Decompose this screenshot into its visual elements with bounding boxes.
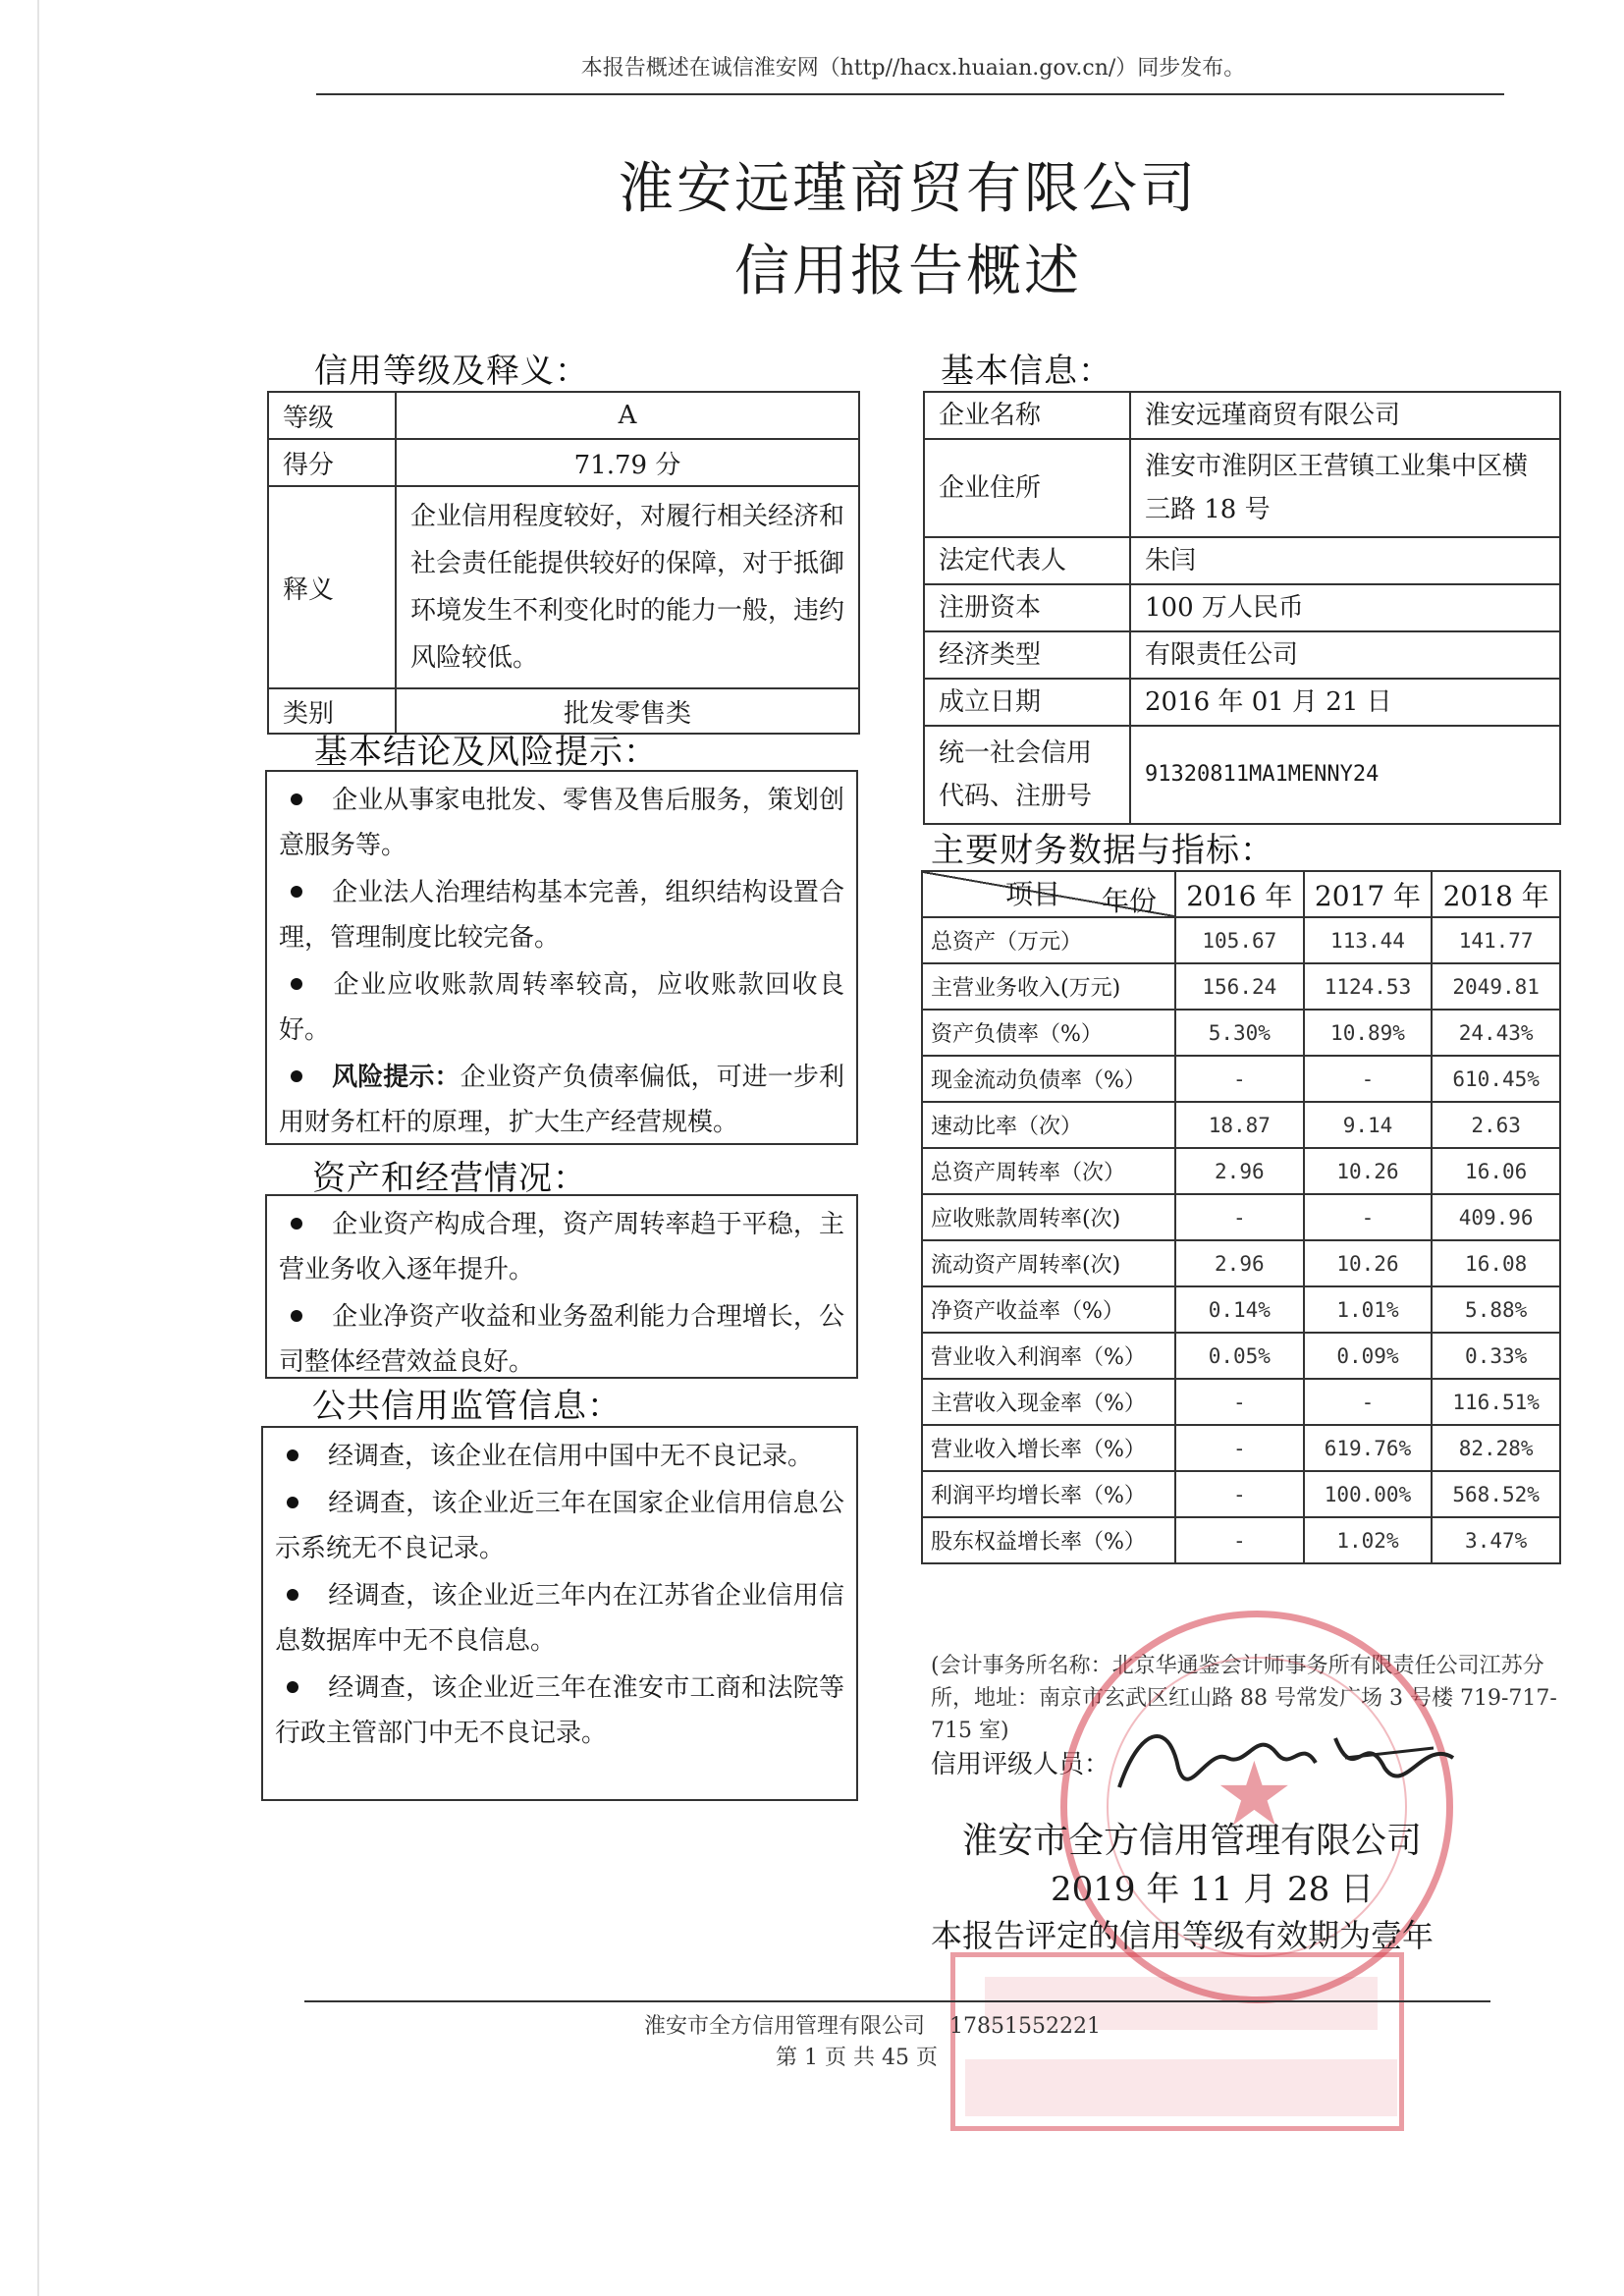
- metric-value: 16.06: [1432, 1148, 1560, 1194]
- list-item: [275, 1573, 844, 1664]
- rating-agency-name: 淮安市全方信用管理有限公司: [962, 1821, 1423, 1861]
- bullet-icon: [287, 1497, 298, 1508]
- item-text: 企业应收账款周转率较高，应收账款回收良好。: [279, 970, 844, 1045]
- info-label: 企业名称: [924, 392, 1130, 439]
- stamp-band-bottom: [965, 2059, 1397, 2116]
- metric-value: 568.52%: [1432, 1471, 1560, 1517]
- page-number: 第 1 页 共 45 页: [776, 2046, 938, 2070]
- rating-row-score: [268, 439, 859, 486]
- corner-cell: [922, 871, 1175, 917]
- table-row: [922, 1148, 1560, 1194]
- rating-value: A: [396, 392, 859, 439]
- metric-label: 主营收入现金率（%）: [922, 1379, 1175, 1425]
- info-value: 91320811MA1MENNY24: [1130, 726, 1560, 824]
- credit-rating-table: [267, 391, 860, 735]
- rating-label: 等级: [268, 392, 396, 439]
- table-row: [922, 1056, 1560, 1102]
- metric-label: 流动资产周转率(次): [922, 1240, 1175, 1286]
- rating-label: 类别: [268, 688, 396, 734]
- handwritten-signature: [1110, 1709, 1463, 1817]
- metric-value: 9.14: [1304, 1102, 1433, 1148]
- info-row: [924, 584, 1560, 631]
- metric-value: 113.44: [1304, 917, 1433, 963]
- footer-line: [644, 2009, 1118, 2040]
- info-row: [924, 439, 1560, 537]
- table-row: [922, 1010, 1560, 1056]
- bullet-icon: [291, 1218, 302, 1230]
- metric-value: 0.33%: [1432, 1333, 1560, 1379]
- metric-value: 5.30%: [1175, 1010, 1304, 1056]
- bullet-icon: [291, 1310, 302, 1322]
- year-header: 2018 年: [1432, 871, 1560, 917]
- item-text: 企业从事家电批发、零售及售后服务，策划创意服务等。: [279, 786, 844, 860]
- metric-value: 16.08: [1432, 1240, 1560, 1286]
- metric-value: 10.89%: [1304, 1010, 1433, 1056]
- metric-label: 主营业务收入(万元): [922, 963, 1175, 1010]
- metric-value: 610.45%: [1432, 1056, 1560, 1102]
- metric-value: 100.00%: [1304, 1471, 1433, 1517]
- bullet-icon: [287, 1681, 298, 1693]
- metric-value: -: [1175, 1379, 1304, 1425]
- rating-row-definition: [268, 486, 859, 688]
- info-value: 有限责任公司: [1130, 631, 1560, 679]
- assets-box: [265, 1194, 858, 1379]
- metric-value: 116.51%: [1432, 1379, 1560, 1425]
- info-row: [924, 631, 1560, 679]
- metric-label: 营业收入增长率（%）: [922, 1425, 1175, 1471]
- metric-label: 资产负债率（%）: [922, 1010, 1175, 1056]
- item-text: 经调查，该企业近三年在淮安市工商和法院等行政主管部门中无不良记录。: [275, 1673, 844, 1748]
- item-text: 企业资产构成合理，资产周转率趋于平稳，主营业务收入逐年提升。: [279, 1210, 844, 1285]
- table-row: [922, 1102, 1560, 1148]
- corner-year-label: 年份: [1101, 885, 1157, 917]
- metric-label: 总资产（万元）: [922, 917, 1175, 963]
- bullet-icon: [287, 1589, 298, 1601]
- rater-label: 信用评级人员：: [931, 1750, 1110, 1779]
- list-item: [279, 962, 844, 1053]
- metric-value: 1.02%: [1304, 1517, 1433, 1563]
- rating-definition: 企业信用程度较好，对履行相关经济和社会责任能提供较好的保障，对于抵御环境发生不利变化时的能力一般，违约风险较低。: [396, 486, 859, 688]
- bullet-icon: [291, 886, 302, 898]
- metric-value: 409.96: [1432, 1194, 1560, 1240]
- bullet-icon: [291, 1070, 302, 1082]
- info-row: [924, 679, 1560, 726]
- financials-heading: 主要财务数据与指标：: [931, 831, 1274, 870]
- info-row: [924, 392, 1560, 439]
- page-edge: [37, 0, 39, 2296]
- metric-label: 利润平均增长率（%）: [922, 1471, 1175, 1517]
- year-header: 2017 年: [1304, 871, 1433, 917]
- rectangular-stamp: [950, 1952, 1404, 2131]
- metric-value: 1124.53: [1304, 963, 1433, 1010]
- table-row: [922, 1379, 1560, 1425]
- basic-info-table: [923, 391, 1561, 825]
- report-subtitle: 信用报告概述: [734, 240, 1082, 303]
- table-row: [922, 1333, 1560, 1379]
- metric-value: 2.96: [1175, 1148, 1304, 1194]
- public-credit-box: [261, 1426, 858, 1801]
- publish-note: 本报告概述在诚信淮安网（http//hacx.huaian.gov.cn/）同步发布。: [580, 56, 1246, 81]
- list-item: [279, 870, 844, 960]
- metric-value: 619.76%: [1304, 1425, 1433, 1471]
- info-value: 淮安市淮阴区王营镇工业集中区横三路 18 号: [1130, 439, 1560, 537]
- metric-value: 10.26: [1304, 1240, 1433, 1286]
- info-row: [924, 537, 1560, 584]
- rating-value: 71.79 分: [396, 439, 859, 486]
- metric-label: 速动比率（次）: [922, 1102, 1175, 1148]
- metric-value: -: [1175, 1425, 1304, 1471]
- credit-rating-heading: 信用等级及释义：: [314, 352, 589, 391]
- metric-value: 3.47%: [1432, 1517, 1560, 1563]
- list-item: [275, 1434, 844, 1479]
- basic-info-heading: 基本信息：: [941, 352, 1112, 391]
- bullet-icon: [291, 793, 302, 805]
- item-text: 经调查，该企业在信用中国中无不良记录。: [328, 1442, 814, 1471]
- rating-value: 批发零售类: [396, 688, 859, 734]
- list-item: [279, 1055, 844, 1145]
- bullet-icon: [287, 1449, 298, 1461]
- metric-value: 82.28%: [1432, 1425, 1560, 1471]
- item-text: 企业资产负债率偏低，可进一步利用财务杠杆的原理，扩大生产经营规模。: [279, 1063, 844, 1137]
- table-row: [922, 1425, 1560, 1471]
- info-label: 法定代表人: [924, 537, 1130, 584]
- metric-value: -: [1175, 1471, 1304, 1517]
- metric-value: -: [1175, 1194, 1304, 1240]
- metric-value: 0.09%: [1304, 1333, 1433, 1379]
- bullet-icon: [291, 978, 302, 990]
- header-rule: [316, 93, 1504, 95]
- info-label: 企业住所: [924, 439, 1130, 537]
- metric-label: 应收账款周转率(次): [922, 1194, 1175, 1240]
- list-item: [279, 778, 844, 868]
- metric-value: -: [1304, 1379, 1433, 1425]
- item-text: 企业法人治理结构基本完善，组织结构设置合理，管理制度比较完备。: [279, 878, 844, 953]
- year-header: 2016 年: [1175, 871, 1304, 917]
- info-label: 统一社会信用代码、注册号: [924, 726, 1130, 824]
- financials-table: [921, 870, 1561, 1564]
- conclusions-box: [265, 770, 858, 1145]
- footer-phone: 17851552221: [949, 2014, 1101, 2039]
- rating-label: 释义: [268, 486, 396, 688]
- corner-item-label: 项目: [1005, 878, 1061, 910]
- metric-value: 18.87: [1175, 1102, 1304, 1148]
- metric-value: 2.63: [1432, 1102, 1560, 1148]
- footer-rule: [304, 2000, 1490, 2002]
- metric-value: 24.43%: [1432, 1010, 1560, 1056]
- info-row: [924, 726, 1560, 824]
- list-item: [275, 1666, 844, 1756]
- accounting-firm-note: (会计事务所名称：北京华通鉴会计师事务所有限责任公司江苏分所，地址：南京市玄武区红山路 88 号常发广场 3 号楼 719-717-715 室): [931, 1654, 1557, 1743]
- table-row: [922, 1471, 1560, 1517]
- footer-company: 淮安市全方信用管理有限公司: [644, 2014, 926, 2039]
- financials-header-row: [922, 871, 1560, 917]
- info-label: 注册资本: [924, 584, 1130, 631]
- list-item: [275, 1481, 844, 1571]
- info-value: 2016 年 01 月 21 日: [1130, 679, 1560, 726]
- info-label: 经济类型: [924, 631, 1130, 679]
- item-text: 企业净资产收益和业务盈利能力合理增长，公司整体经营效益良好。: [279, 1302, 844, 1377]
- public-credit-heading: 公共信用监管信息：: [312, 1387, 622, 1426]
- metric-value: -: [1175, 1517, 1304, 1563]
- metric-label: 净资产收益率（%）: [922, 1286, 1175, 1333]
- metric-value: 10.26: [1304, 1148, 1433, 1194]
- assets-heading: 资产和经营情况：: [312, 1159, 587, 1198]
- report-title: 淮安远瑾商贸有限公司: [619, 157, 1198, 221]
- info-label: 成立日期: [924, 679, 1130, 726]
- metric-label: 股东权益增长率（%）: [922, 1517, 1175, 1563]
- table-row: [922, 1240, 1560, 1286]
- metric-value: -: [1175, 1056, 1304, 1102]
- metric-value: 105.67: [1175, 917, 1304, 963]
- list-item: [279, 1294, 844, 1385]
- metric-value: 2049.81: [1432, 963, 1560, 1010]
- metric-label: 现金流动负债率（%）: [922, 1056, 1175, 1102]
- table-row: [922, 1286, 1560, 1333]
- table-row: [922, 1517, 1560, 1563]
- metric-value: 1.01%: [1304, 1286, 1433, 1333]
- financials-body: [922, 917, 1560, 1563]
- rating-row-grade: [268, 392, 859, 439]
- metric-value: 156.24: [1175, 963, 1304, 1010]
- item-text: 经调查，该企业近三年内在江苏省企业信用信息数据库中无不良信息。: [275, 1581, 844, 1656]
- metric-value: 2.96: [1175, 1240, 1304, 1286]
- metric-value: 5.88%: [1432, 1286, 1560, 1333]
- table-row: [922, 1194, 1560, 1240]
- report-date: 2019 年 11 月 28 日: [1051, 1870, 1375, 1909]
- info-value: 100 万人民币: [1130, 584, 1560, 631]
- risk-prefix: 风险提示：: [332, 1063, 460, 1092]
- metric-value: 0.05%: [1175, 1333, 1304, 1379]
- metric-value: 141.77: [1432, 917, 1560, 963]
- conclusions-heading: 基本结论及风险提示：: [314, 733, 658, 772]
- metric-value: 0.14%: [1175, 1286, 1304, 1333]
- info-value: 朱闫: [1130, 537, 1560, 584]
- table-row: [922, 917, 1560, 963]
- list-item: [279, 1202, 844, 1292]
- item-text: 经调查，该企业近三年在国家企业信用信息公示系统无不良记录。: [275, 1489, 844, 1563]
- validity-statement: 本报告评定的信用等级有效期为壹年: [931, 1917, 1435, 1954]
- rating-label: 得分: [268, 439, 396, 486]
- table-row: [922, 963, 1560, 1010]
- metric-label: 营业收入利润率（%）: [922, 1333, 1175, 1379]
- metric-label: 总资产周转率（次）: [922, 1148, 1175, 1194]
- info-value: 淮安远瑾商贸有限公司: [1130, 392, 1560, 439]
- metric-value: -: [1304, 1056, 1433, 1102]
- metric-value: -: [1304, 1194, 1433, 1240]
- seal-star-icon: ★: [1215, 1743, 1294, 1846]
